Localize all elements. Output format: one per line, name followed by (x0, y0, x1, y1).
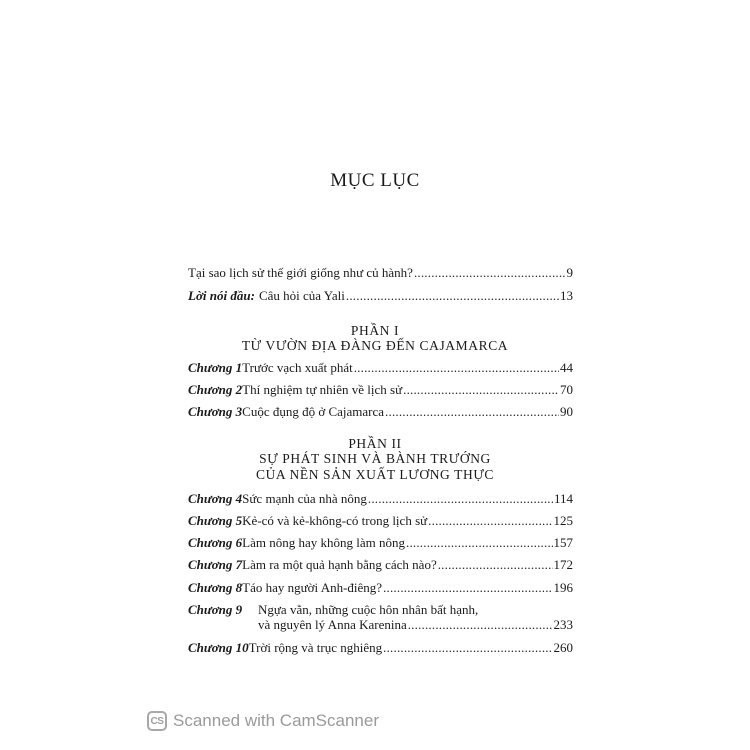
part-2-title-line-2: CỦA NỀN SẢN XUẤT LƯƠNG THỰC (255, 467, 495, 482)
entry-text: Ngựa vằn, những cuộc hôn nhân bất hạnh, (258, 602, 479, 617)
entry-text: Trước vạch xuất phát (242, 360, 353, 375)
entry-text: Làm ra một quả hạnh bằng cách nào? (242, 557, 437, 572)
dot-leader (428, 513, 552, 529)
entry-label: Chương 10 (188, 640, 249, 655)
toc-entry-chapter-5 (188, 513, 573, 529)
entry-page-number: 9 (566, 265, 573, 280)
part-1-number: PHẦN I (350, 323, 400, 338)
entry-page-number: 114 (553, 491, 573, 506)
entry-label: Chương 9 (188, 602, 243, 617)
dot-leader (414, 265, 566, 281)
toc-entry-chapter-9-line-2 (258, 617, 573, 633)
entry-page-number: 260 (553, 640, 573, 655)
entry-label: Lời nói đầu: (188, 288, 255, 303)
toc-entry-chapter-9-line-1 (188, 602, 478, 618)
part-2-title-line-1: SỰ PHÁT SINH VÀ BÀNH TRƯỚNG (259, 451, 491, 466)
dot-leader (354, 360, 559, 376)
dot-leader (385, 404, 559, 420)
dot-leader (383, 580, 552, 596)
entry-text: và nguyên lý Anna Karenina (258, 617, 407, 632)
toc-entry-chapter-8 (188, 580, 573, 596)
dot-leader (383, 640, 552, 656)
dot-leader (406, 535, 553, 551)
entry-page-number: 125 (553, 513, 573, 528)
entry-label: Chương 8 (188, 580, 243, 595)
entry-label: Chương 3 (188, 404, 243, 419)
entry-page-number: 157 (553, 535, 573, 550)
dot-leader (403, 382, 559, 398)
dot-leader (368, 491, 553, 507)
entry-text: Thí nghiệm tự nhiên về lịch sử (242, 382, 403, 397)
watermark-text: Scanned with CamScanner (173, 711, 380, 730)
entry-page-number: 90 (560, 404, 573, 419)
toc-entry-chapter-4 (188, 491, 573, 507)
entry-page-number: 172 (553, 557, 573, 572)
toc-entry-chapter-7 (188, 557, 573, 573)
entry-text: Cuộc đụng độ ở Cajamarca (242, 404, 385, 419)
entry-text: Táo hay người Anh-điêng? (242, 580, 383, 595)
entry-text: Kẻ-có và kẻ-không-có trong lịch sử (242, 513, 428, 528)
camscanner-watermark (147, 711, 379, 731)
toc-entry-chapter-10 (188, 640, 573, 656)
dot-leader (438, 557, 553, 573)
entry-page-number: 70 (560, 382, 573, 397)
entry-label: Chương 5 (188, 513, 243, 528)
toc-entry-chapter-1 (188, 360, 573, 376)
entry-text: Câu hỏi của Yali (258, 288, 345, 303)
entry-label: Chương 1 (188, 360, 243, 375)
entry-label: Chương 7 (188, 557, 243, 572)
camscanner-logo-icon: CS (147, 711, 167, 731)
entry-label: Chương 2 (188, 382, 243, 397)
entry-label: Chương 4 (188, 491, 243, 506)
toc-entry-intro (188, 265, 573, 281)
page-title: MỤC LỤC (330, 170, 420, 191)
dot-leader (408, 617, 553, 633)
toc-entry-chapter-3 (188, 404, 573, 420)
toc-entry-chapter-6 (188, 535, 573, 551)
dot-leader (346, 288, 559, 304)
part-1-title: TỪ VƯỜN ĐỊA ĐÀNG ĐẾN CAJAMARCA (241, 338, 509, 353)
toc-entry-preface (188, 288, 573, 304)
part-2-number: PHẦN II (348, 436, 402, 451)
entry-text: Sức mạnh của nhà nông (242, 491, 367, 506)
entry-page-number: 13 (560, 288, 573, 303)
entry-page-number: 196 (553, 580, 573, 595)
entry-label: Chương 6 (188, 535, 243, 550)
entry-text: Làm nông hay không làm nông (242, 535, 405, 550)
toc-entry-chapter-2 (188, 382, 573, 398)
entry-text: Tại sao lịch sử thế giới giống như củ hành? (188, 265, 413, 280)
entry-page-number: 44 (560, 360, 573, 375)
entry-page-number: 233 (553, 617, 573, 632)
entry-text: Trời rộng và trục nghiêng (248, 640, 383, 655)
